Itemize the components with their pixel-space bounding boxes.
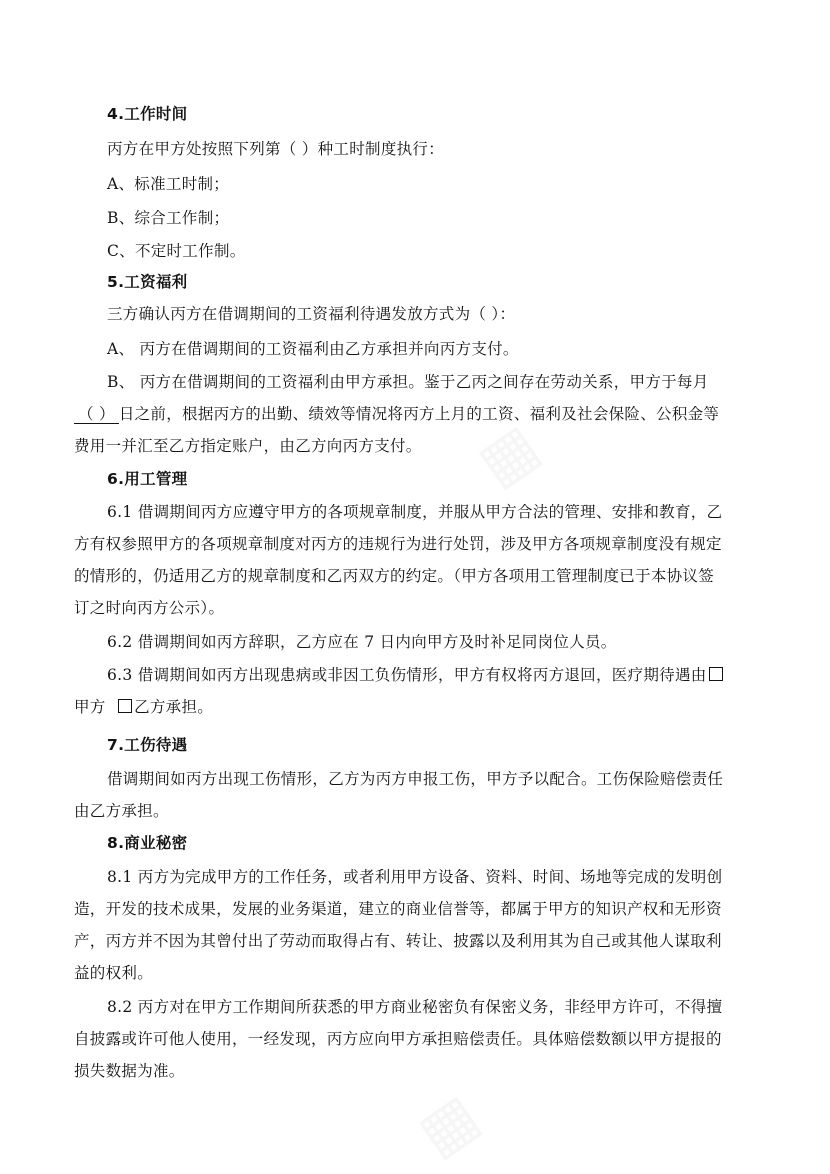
section-5-option-b-line2: （ ） 日之前，根据丙方的出勤、绩效等情况将丙方上月的工资、福利及社会保险、公积金等 bbox=[74, 402, 719, 426]
section-6-1-line2: 方有权参照甲方的各项规章制度对丙方的违规行为进行处罚，涉及甲方各项规章制度没有规定 bbox=[74, 535, 722, 553]
section-8-heading: 8.商业秘密 bbox=[107, 834, 188, 852]
checkbox-party-a[interactable] bbox=[709, 667, 723, 681]
section-4-intro: 丙方在甲方处按照下列第（ ）种工时制度执行： bbox=[107, 140, 445, 158]
section-6-heading: 6.用工管理 bbox=[107, 470, 188, 488]
section-4-option-a: A、标准工时制； bbox=[107, 175, 230, 193]
checkbox-party-b[interactable] bbox=[118, 699, 132, 713]
section-7-line2: 由乙方承担。 bbox=[74, 802, 169, 820]
section-5-option-a: A、 丙方在借调期间的工资福利由乙方承担并向丙方支付。 bbox=[107, 340, 519, 358]
section-5-intro: 三方确认丙方在借调期间的工资福利待遇发放方式为（ ）： bbox=[107, 305, 516, 323]
watermark-mark: ▦ bbox=[465, 410, 552, 500]
section-4-option-c: C、不定时工作制。 bbox=[107, 242, 246, 260]
section-5-option-b: B、 丙方在借调期间的工资福利由甲方承担。鉴于乙丙之间存在劳动关系，甲方于每月 bbox=[107, 373, 709, 391]
section-6-1-line4: 订之时向丙方公示）。 bbox=[74, 599, 225, 617]
section-8-1-line3: 产，丙方并不因为其曾付出了劳动而取得占有、转让、披露以及利用其为自己或其他人谋取利 bbox=[74, 932, 722, 950]
section-6-1-line1: 6.1 借调期间丙方应遵守甲方的各项规章制度，并服从甲方合法的管理、安排和教育，乙 bbox=[107, 503, 723, 521]
section-7-heading: 7.工伤待遇 bbox=[107, 736, 188, 754]
section-8-1-line1: 8.1 丙方为完成甲方的工作任务，或者利用甲方设备、资料、时间、场地等完成的发明创 bbox=[107, 868, 723, 886]
blank-day-field: （ ） bbox=[74, 405, 119, 424]
section-8-2-line2: 自披露或许可他人使用，一经发现，丙方应向甲方承担赔偿责任。具体赔偿数额以甲方提报的 bbox=[74, 1030, 722, 1048]
section-8-1-line2: 造，开发的技术成果，发展的业务渠道，建立的商业信誉等，都属于甲方的知识产权和无形资 bbox=[74, 900, 722, 918]
section-7-line1: 借调期间如丙方出现工伤情形，乙方为丙方申报工伤，甲方予以配合。工伤保险赔偿责任 bbox=[107, 770, 724, 788]
section-4-option-b: B、综合工作制； bbox=[107, 209, 230, 227]
section-8-2-line3: 损失数据为准。 bbox=[74, 1062, 185, 1080]
section-6-3-line1: 6.3 借调期间如丙方出现患病或非因工负伤情形，甲方有权将丙方退回，医疗期待遇由 bbox=[107, 663, 725, 687]
section-5-heading: 5.工资福利 bbox=[107, 273, 188, 291]
section-4-heading: 4.工作时间 bbox=[107, 105, 188, 123]
section-6-1-line3: 的情形的，仍适用乙方的规章制度和乙丙双方的约定。（甲方各项用工管理制度已于本协议签 bbox=[74, 567, 715, 585]
section-6-3-line2: 甲方 乙方承担。 bbox=[74, 698, 214, 716]
section-8-2-line1: 8.2 丙方对在甲方工作期间所获悉的甲方商业秘密负有保密义务，非经甲方许可，不得擅 bbox=[107, 998, 723, 1016]
section-5-option-b-line3: 费用一并汇至乙方指定账户，由乙方向丙方支付。 bbox=[74, 437, 422, 455]
section-8-1-line4: 益的权利。 bbox=[74, 964, 154, 982]
section-6-2: 6.2 借调期间如丙方辞职，乙方应在 7 日内向甲方及时补足同岗位人员。 bbox=[107, 633, 617, 651]
watermark-mark: ▦ bbox=[405, 1080, 492, 1170]
